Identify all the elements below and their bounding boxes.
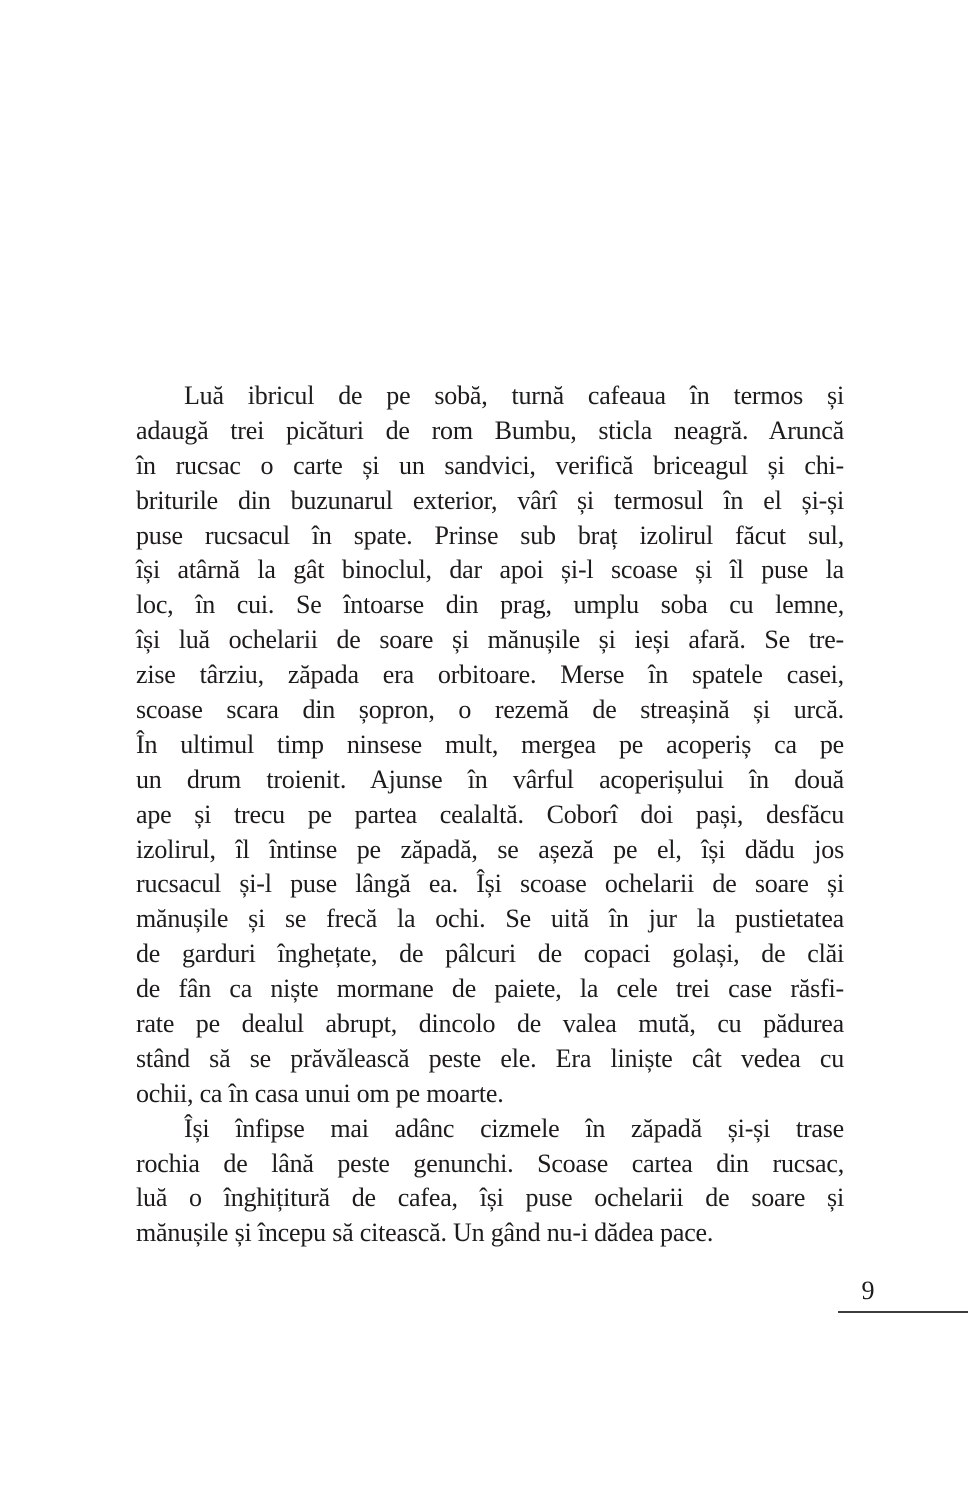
text-line: loc, în cui. Se întoarse din prag, umplu soba cu lemne,	[136, 590, 844, 620]
text-line: rochia de lână peste genunchi. Scoase cartea din rucsac,	[136, 1148, 844, 1178]
text-line: rucsacul și-l puse lângă ea. Își scoase ochelarii de soare și	[136, 869, 844, 899]
text-line: de garduri înghețate, de pâlcuri de copaci golași, de clăi	[136, 939, 844, 969]
text-line: zise târziu, zăpada era orbitoare. Merse în spatele casei,	[136, 660, 844, 690]
text-line: rate pe dealul abrupt, dincolo de valea mută, cu pădurea	[136, 1009, 844, 1039]
text-line: mănușile și începu să citească. Un gând nu-i dădea pace.	[136, 1218, 714, 1248]
text-line: ochii, ca în casa unui om pe moarte.	[136, 1078, 504, 1108]
text-line: mănușile și se frecă la ochi. Se uită în jur la pustietatea	[136, 904, 844, 934]
text-line: luă o înghițitură de cafea, își puse ochelarii de soare și	[136, 1183, 844, 1213]
text-line: în rucsac o carte și un sandvici, verifică briceagul și chi-	[136, 450, 844, 480]
footer-rule	[838, 1311, 968, 1313]
text-line: un drum troienit. Ajunse în vârful acoperișului în două	[136, 764, 844, 794]
text-line: de fân ca niște mormane de paiete, la cele trei case răsfi-	[136, 974, 844, 1004]
text-line: scoase scara din șopron, o rezemă de streașină și urcă.	[136, 695, 844, 725]
text-line: În ultimul timp ninsese mult, mergea pe acoperiș ca pe	[136, 729, 844, 759]
text-line: briturile din buzunarul exterior, vârî și termosul în el și-și	[136, 485, 844, 515]
text-line: ape și trecu pe partea cealaltă. Coborî doi pași, desfăcu	[136, 799, 844, 829]
page-number: 9	[861, 1276, 875, 1305]
text-line: adaugă trei picături de rom Bumbu, sticla neagră. Aruncă	[136, 415, 844, 445]
text-line: își luă ochelarii de soare și mănușile și ieși afară. Se tre-	[136, 625, 844, 655]
page-text	[136, 379, 844, 1251]
text-line: izolirul, îl întinse pe zăpadă, se așeză pe el, își dădu jos	[136, 834, 844, 864]
text-line: Luă ibricul de pe sobă, turnă cafeaua în termos și	[184, 381, 844, 410]
text-line: puse rucsacul în spate. Prinse sub braț izolirul făcut sul,	[136, 520, 844, 550]
text-line: își atârnă la gât binoclul, dar apoi și-l scoase și îl puse la	[136, 555, 844, 585]
text-line: stând să se prăvălească peste ele. Era liniște cât vedea cu	[136, 1043, 844, 1073]
text-line: Își înfipse mai adânc cizmele în zăpadă și-și trase	[184, 1113, 844, 1143]
